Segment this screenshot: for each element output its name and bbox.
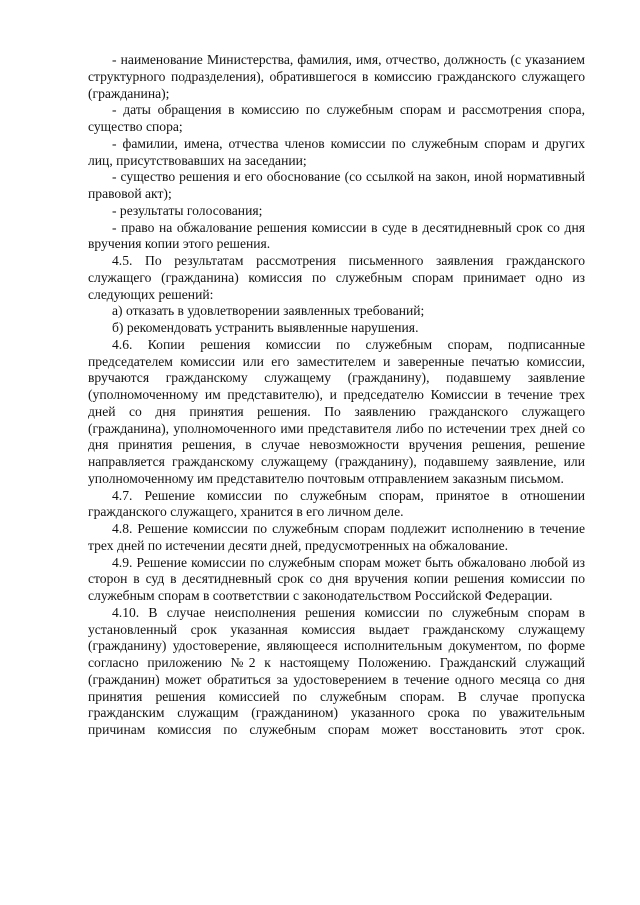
paragraph-section-4-7: 4.7. Решение комиссии по служебным спорам, принятое в отношении гражданского служащего, хранится в его личном деле.	[88, 487, 585, 520]
paragraph-section-4-5: 4.5. По результатам рассмотрения письменного заявления гражданского служащего (гражданина) комиссия по служебным спорам принимает одно из следующих решений:	[88, 253, 585, 302]
paragraph-option-b: б) рекомендовать устранить выявленные нарушения.	[112, 320, 419, 335]
paragraph-appeal-right: - право на обжалование решения комиссии в суде в десятидневный срок со дня вручения копии этого решения.	[88, 219, 585, 252]
paragraph-commission-members: - фамилии, имена, отчества членов комиссии по служебным спорам и других лиц, присутствовавших на заседании;	[88, 135, 585, 168]
paragraph-ministry-name: - наименование Министерства, фамилия, имя, отчество, должность (с указанием структурного подразделения), обратившегося в комиссию гражданского служащего (гражданина);	[88, 52, 585, 101]
paragraph-section-4-9: 4.9. Решение комиссии по служебным спорам может быть обжаловано любой из сторон в суд в десятидневный срок со дня вручения копии решения комиссии по служебным спорам в соответствии с законодательством Российской Федерации.	[88, 554, 585, 603]
paragraph-decision-essence: - существо решения и его обоснование (со ссылкой на закон, иной нормативный правовой акт);	[88, 169, 585, 201]
paragraph-section-4-6: 4.6. Копии решения комиссии по служебным спорам, подписанные председателем комиссии или его заместителем и заверенные печатью комиссии, вручаются гражданскому служащему (гражданину), подавшему заявление (уполномоченному им представителю), и председателю Комиссии в течение трех дней со дня принятия решения. По заявлению гражданского служащего (гражданина), уполномоченного ими представителя либо по истечении трех дней со дня принятия решения, в случае невозможности вручения решения, решение направляется гражданскому служащему (гражданину), подавшему заявление, или уполномоченному им представителю почтовым отправлением заказным письмом.	[88, 336, 585, 486]
paragraph-voting-results: - результаты голосования;	[112, 202, 263, 218]
paragraph-appeal-dates: - даты обращения в комиссию по служебным спорам и рассмотрения спора, существо спора;	[88, 102, 585, 134]
paragraph-section-4-8: 4.8. Решение комиссии по служебным спорам подлежит исполнению в течение трех дней по истечении десяти дней, предусмотренных на обжалование.	[88, 521, 585, 553]
document-page	[88, 52, 585, 739]
paragraph-option-a: а) отказать в удовлетворении заявленных требований;	[112, 303, 425, 319]
paragraph-section-4-10: 4.10. В случае неисполнения решения комиссии по служебным спорам в установленный срок указанная комиссия выдает гражданскому служащему (гражданину) удостоверение, являющееся исполнительным документом, по форме согласно приложению №2 к настоящему Положению. Гражданский служащий (гражданин) может обратиться за удостоверением в течение одного месяца со дня принятия решения комиссией по служебным спорам. В случае пропуска гражданским служащим (гражданином) указанного срока по уважительным причинам комиссия по служебным спорам может восстановить этот срок.	[88, 604, 585, 737]
